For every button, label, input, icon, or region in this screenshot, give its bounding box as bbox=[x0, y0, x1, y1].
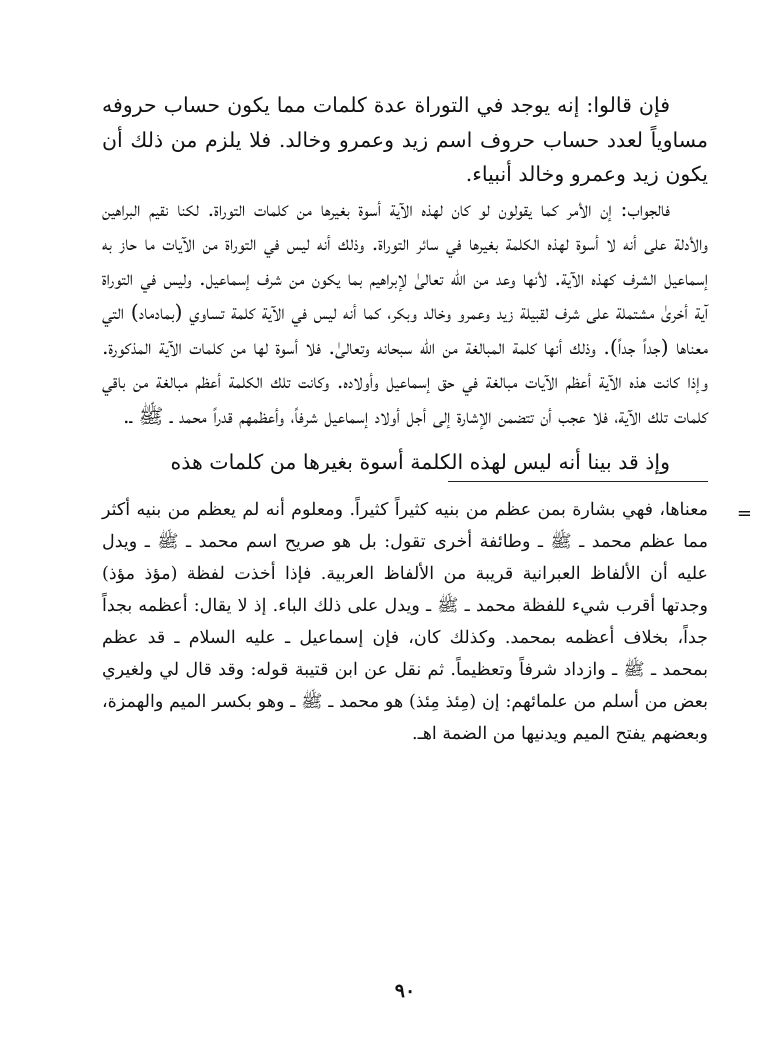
paragraph-answer: فالجواب: إن الأمر كما يقولون لو كان لهذه الآية أسوة بغيرها من كلمات التوراة. لكنا نقيم البراهين والأدلة على أنه لا أسوة لهذه الكلمة بغيرها في سائر التوراة. وذلك أنه ليس في التوراة من الآيات ما حاز به إسماعيل الشرف كهذه الآية. لأنها وعد من الله تعالىٰ لإبراهيم بما يكون من شرف إسماعيل. وليس في التوراة آية أخرىٰ مشتملة على شرف لقبيلة زيد وعمرو وخالد وبكر، كما أنه ليس في الآية كلمة تساوي (بمادماد) التي معناها (جداً جداً). وذلك أنها كلمة المبالغة من الله سبحانه وتعالىٰ. فلا أسوة لها من كلمات الآية المذكورة. وإذا كانت هذه الآية أعظم الآيات مبالغة في حق إسماعيل وأولاده. وكانت تلك الكلمة أعظم مبالغة من باقي كلمات تلك الآية، فلا عجب أن تتضمن الإشارة إلى أجل أولاد إسماعيل شرفاً، وأعظمهم قدراً محمد ـ ﷺ ـ. bbox=[102, 196, 708, 428]
footnote-divider bbox=[448, 481, 708, 482]
footnote bbox=[102, 494, 752, 750]
footnote-text: معناها، فهي بشارة بمن عظم من بنيه كثيراً كثيراً. ومعلوم أنه لم يعظم من بنيه أكثر مما عظم محمد ـ ﷺ ـ وطائفة أخرى تقول: بل هو صريح اسم محمد ـ ﷺ ـ ويدل عليه أن الألفاظ العبرانية قريبة من الألفاظ العربية. فإذا أخذت لفظة (مؤذ مؤذ) وجدتها أقرب شيء للفظة محمد ـ ﷺ ـ ويدل على ذلك الباء. إذ لا يقال: أعظمه بجداً جداً، بخلاف أعظمه بمحمد. وكذلك كان، فإن إسماعيل ـ عليه السلام ـ قد عظم بمحمد ـ ﷺ ـ وازداد شرفاً وتعظيماً. ثم نقل عن ابن قتيبة قوله: وقد قال لي ولغيري بعض من أسلم من علمائهم: إن (مِئذ مِئذ) هو محمد ـ ﷺ ـ وهو بكسر الميم والهمزة، وبعضهم يفتح الميم ويدنيها من الضمة اهـ. bbox=[102, 500, 708, 744]
paragraph-objection: فإن قالوا: إنه يوجد في التوراة عدة كلمات مما يكون حساب حروفه مساوياً لعدد حساب حروف اسم زيد وعمرو وخالد. فلا يلزم من ذلك أن يكون زيد وعمرو وخالد أنبياء. bbox=[102, 93, 708, 186]
page-number: ٩٠ bbox=[394, 980, 416, 1002]
footnote-continuation-marker: = bbox=[736, 503, 752, 524]
continuation-line: وإذ قد بينا أنه ليس لهذه الكلمة أسوة بغيرها من كلمات هذه bbox=[170, 450, 670, 474]
book-page bbox=[102, 88, 752, 1008]
main-text bbox=[102, 88, 708, 433]
